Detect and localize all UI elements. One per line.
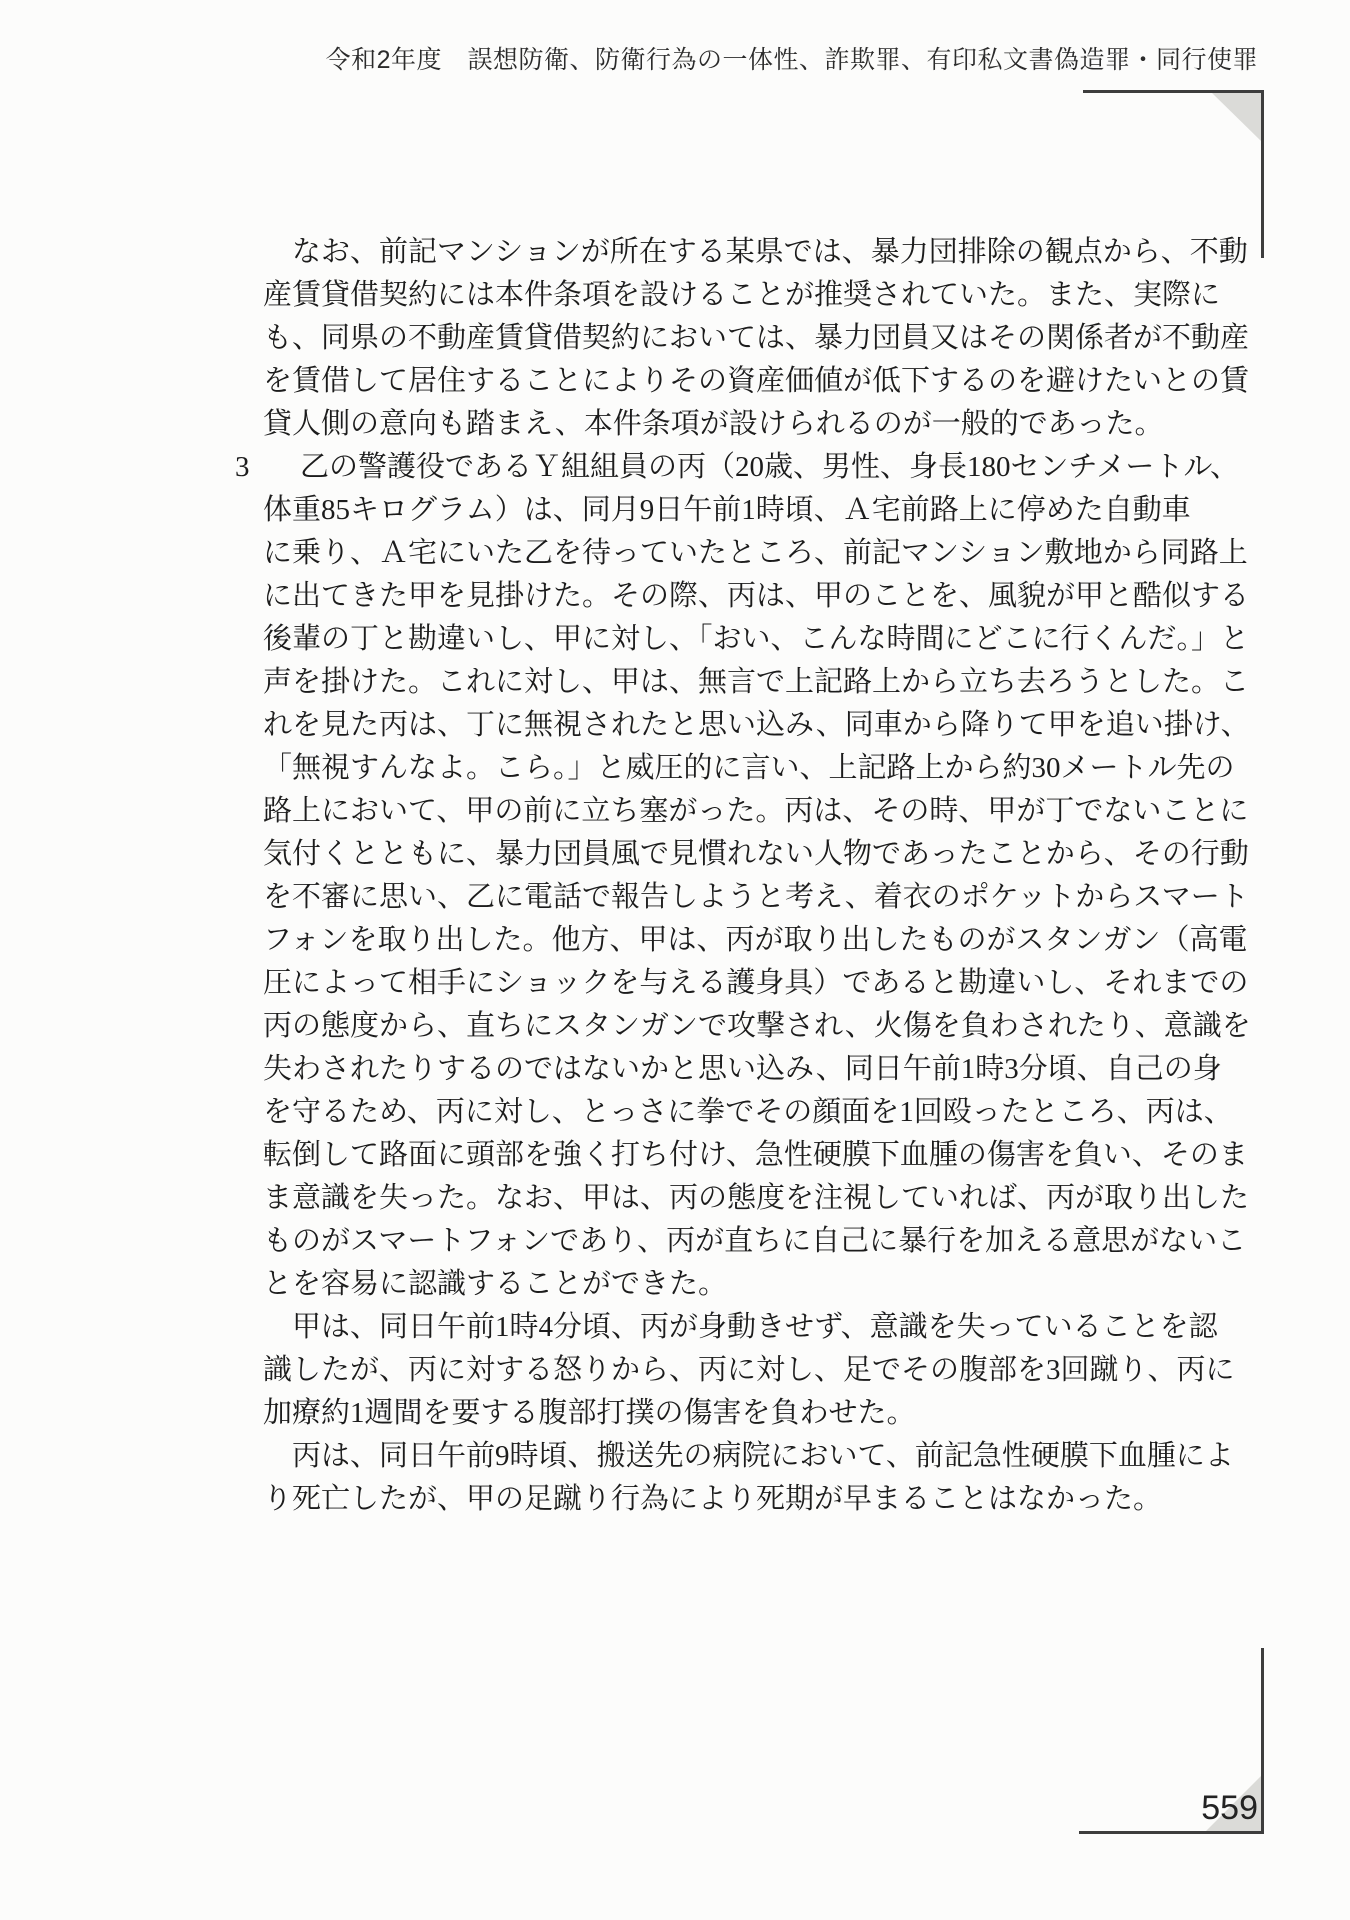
text-line: フォンを取り出した。他方、甲は、丙が取り出したものがスタンガン（高電	[263, 924, 1248, 956]
text-line: 貸人側の意向も踏まえ、本件条項が設けられるのが一般的であった。	[263, 408, 1164, 440]
text-line: り死亡したが、甲の足蹴り行為により死期が早まることはなかった。	[263, 1483, 1163, 1515]
text-line: 乙の警護役であるＹ組組員の丙（20歳、男性、身長180センチメートル、	[300, 451, 1240, 483]
text-line: 識したが、丙に対する怒りから、丙に対し、足でその腹部を3回蹴り、丙に	[263, 1354, 1235, 1386]
item-number: 3	[235, 451, 250, 483]
text-line: 後輩の丁と勘違いし、甲に対し、「おい、こんな時間にどこに行くんだ。」と	[263, 623, 1250, 655]
text-line: 失わされたりするのではないかと思い込み、同日午前1時3分頃、自己の身	[263, 1053, 1222, 1085]
text-line: 圧によって相手にショックを与える護身具）であると勘違いし、それまでの	[263, 967, 1249, 999]
text-line: に出てきた甲を見掛けた。その際、丙は、甲のことを、風貌が甲と酷似する	[263, 580, 1250, 612]
page-number: 559	[1201, 1789, 1258, 1827]
text-line: なお、前記マンションが所在する某県では、暴力団排除の観点から、不動	[263, 236, 1248, 268]
text-line: を賃借して居住することによりその資産価値が低下するのを避けたいとの賃	[263, 365, 1250, 397]
bottom-corner-vertical-rule	[1261, 1648, 1264, 1834]
top-corner-fold-icon	[1212, 93, 1261, 141]
text-line: も、同県の不動産賃貸借契約においては、暴力団員又はその関係者が不動産	[263, 322, 1250, 354]
text-line: ま意識を失った。なお、甲は、丙の態度を注視していれば、丙が取り出した	[263, 1182, 1250, 1214]
top-corner-horizontal-rule	[1083, 90, 1264, 93]
text-line: 声を掛けた。これに対し、甲は、無言で上記路上から立ち去ろうとした。こ	[263, 666, 1250, 698]
text-line-item-3	[235, 446, 1308, 489]
text-line: れを見た丙は、丁に無視されたと思い込み、同車から降りて甲を追い掛け、	[263, 709, 1250, 741]
text-line: を不審に思い、乙に電話で報告しようと考え、着衣のポケットからスマート	[263, 881, 1249, 913]
text-line: 産賃貸借契約には本件条項を設けることが推奨されていた。また、実際に	[263, 279, 1221, 311]
text-line: 体重85キログラム）は、同月9日午前1時頃、Ａ宅前路上に停めた自動車	[263, 494, 1191, 526]
text-line: 丙は、同日午前9時頃、搬送先の病院において、前記急性硬膜下血腫によ	[263, 1440, 1234, 1472]
case-text-block	[235, 231, 1308, 1521]
bottom-corner-horizontal-rule	[1079, 1831, 1264, 1834]
text-line: 気付くとともに、暴力団員風で見慣れない人物であったことから、その行動	[263, 838, 1249, 870]
text-line: に乗り、Ａ宅にいた乙を待っていたところ、前記マンション敷地から同路上	[263, 537, 1248, 569]
text-line: を守るため、丙に対し、とっさに拳でその顔面を1回殴ったところ、丙は、	[263, 1096, 1233, 1128]
text-line: 「無視すんなよ。こら。」と威圧的に言い、上記路上から約30メートル先の	[263, 752, 1235, 784]
text-line: 路上において、甲の前に立ち塞がった。丙は、その時、甲が丁でないことに	[263, 795, 1249, 827]
text-line: ものがスマートフォンであり、丙が直ちに自己に暴行を加える意思がないこ	[263, 1225, 1247, 1257]
text-line: 加療約1週間を要する腹部打撲の傷害を負わせた。	[263, 1397, 916, 1429]
text-line: とを容易に認識することができた。	[263, 1268, 728, 1300]
running-header: 令和2年度 誤想防衛、防衛行為の一体性、詐欺罪、有印私文書偽造罪・同行使罪	[325, 46, 1258, 74]
text-line: 丙の態度から、直ちにスタンガンで攻撃され、火傷を負わされたり、意識を	[263, 1010, 1251, 1042]
text-line: 転倒して路面に頭部を強く打ち付け、急性硬膜下血腫の傷害を負い、そのま	[263, 1139, 1248, 1171]
text-line: 甲は、同日午前1時4分頃、丙が身動きせず、意識を失っていることを認	[263, 1311, 1218, 1343]
